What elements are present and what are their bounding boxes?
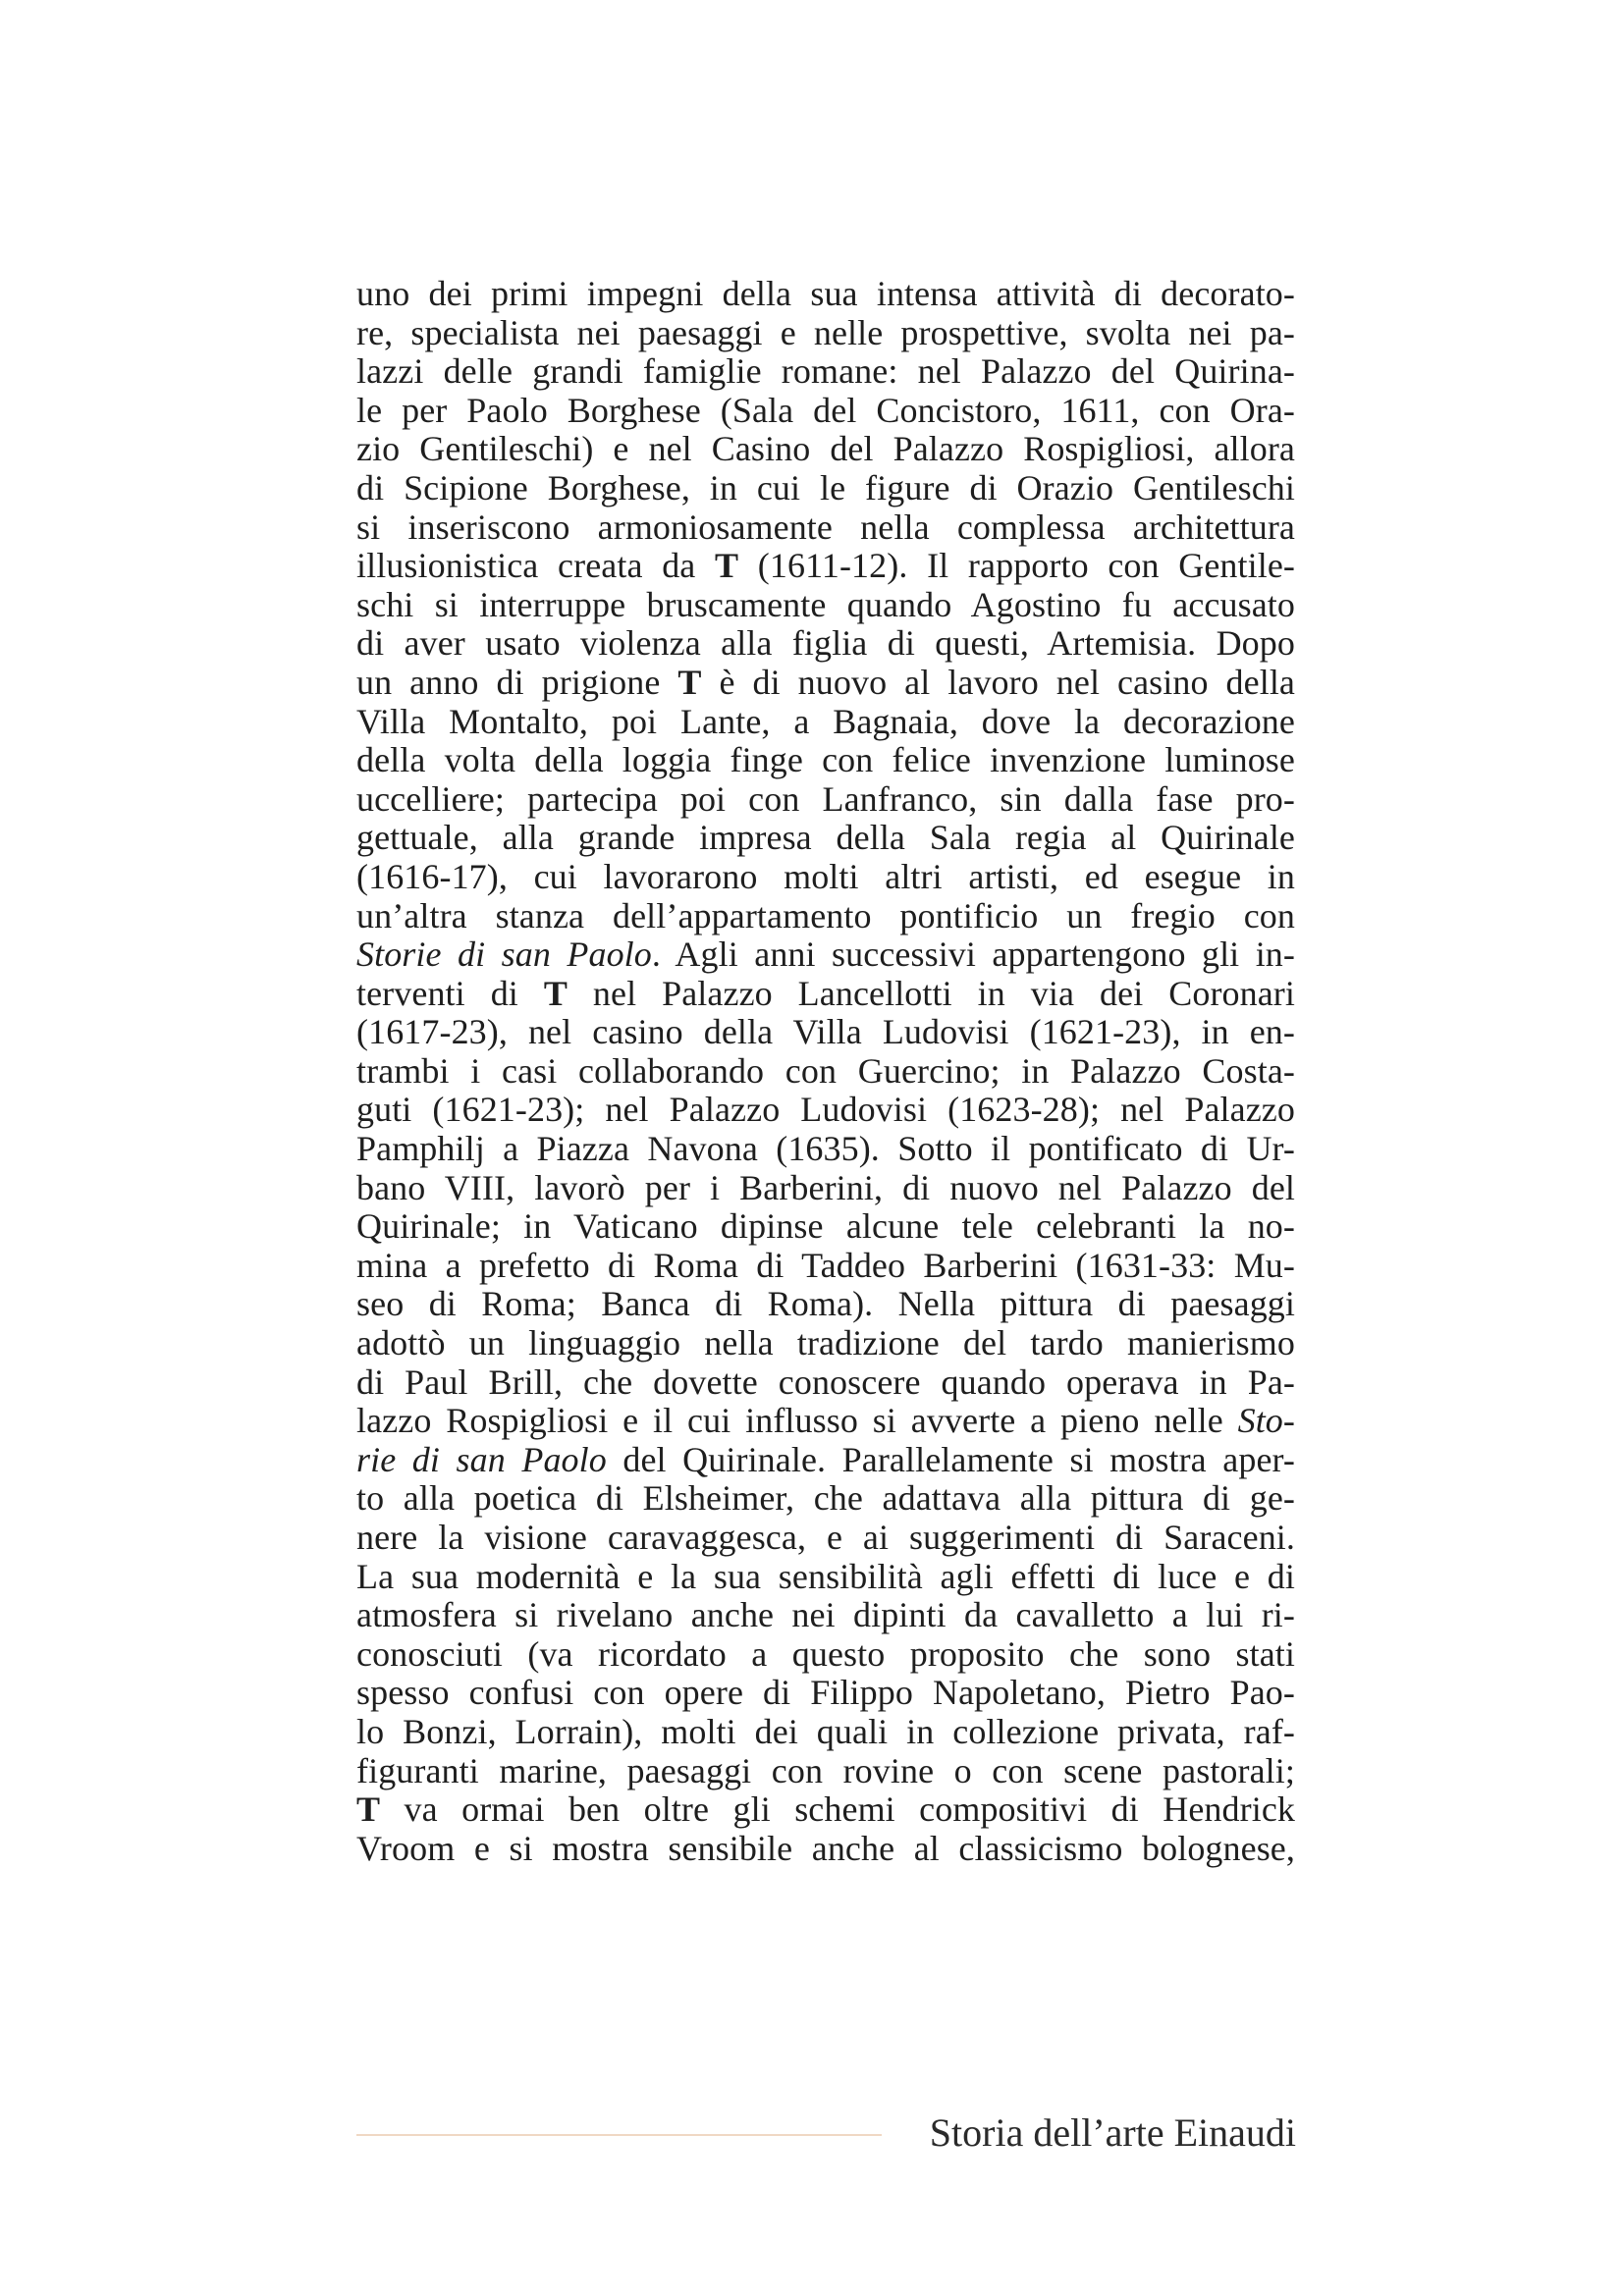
text-segment: to alla poetica di Elsheimer, che adattava alla pittura di ge- — [356, 1478, 1295, 1519]
text-line — [356, 1519, 1295, 1558]
text-line — [356, 1558, 1295, 1597]
text-segment: di Scipione Borghese, in cui le figure di Orazio Gentileschi — [356, 467, 1295, 507]
footer-title: Storia dell’arte Einaudi — [929, 2110, 1296, 2155]
text-segment: seo di Roma; Banca di Roma). Nella pittura di paesaggi — [356, 1284, 1295, 1324]
text-segment: uccelliere; partecipa poi con Lanfranco, sin dalla fase pro- — [356, 778, 1295, 819]
text-line — [356, 1752, 1295, 1791]
text-line — [356, 664, 1295, 703]
text-segment: Vroom e si mostra sensibile anche al classicismo bolognese, — [356, 1828, 1295, 1868]
text-segment: della volta della loggia finge con felice invenzione luminose — [356, 740, 1295, 780]
text-segment: va ormai ben oltre gli schemi compositivi di Hendrick — [380, 1789, 1295, 1830]
text-segment: guti (1621-23); nel Palazzo Ludovisi (1623-28); nel Palazzo — [356, 1090, 1295, 1130]
text-line — [356, 1091, 1295, 1130]
italic-title: rie di san Paolo — [356, 1439, 607, 1479]
text-segment: zio Gentileschi) e nel Casino del Palazzo Rospigliosi, allora — [356, 429, 1295, 469]
text-line — [356, 624, 1295, 664]
text-segment: gettuale, alla grande impresa della Sala regia al Quirinale — [356, 818, 1295, 858]
text-line — [356, 392, 1295, 431]
body-text — [356, 275, 1295, 1868]
text-line — [356, 703, 1295, 742]
text-line — [356, 1674, 1295, 1713]
italic-title: Storie di san Paolo — [356, 934, 652, 975]
text-segment: spesso confusi con opere di Filippo Napoletano, Pietro Pao- — [356, 1673, 1295, 1713]
text-line — [356, 1402, 1295, 1441]
text-line — [356, 1479, 1295, 1519]
text-segment: Pamphilj a Piazza Navona (1635). Sotto il pontificato di Ur- — [356, 1129, 1295, 1169]
text-segment: nel Palazzo Lancellotti in via dei Coronari — [567, 973, 1295, 1013]
italic-title: Sto- — [1237, 1401, 1295, 1441]
text-line — [356, 1130, 1295, 1169]
text-segment: di Paul Brill, che dovette conoscere quando operava in Pa- — [356, 1362, 1295, 1402]
text-segment: bano VIII, lavorò per i Barberini, di nuovo nel Palazzo del — [356, 1167, 1295, 1207]
text-segment: si inseriscono armoniosamente nella complessa architettura — [356, 507, 1295, 547]
text-line — [356, 1013, 1295, 1052]
text-line — [356, 1713, 1295, 1752]
text-line — [356, 741, 1295, 780]
text-line — [356, 1790, 1295, 1830]
text-line — [356, 352, 1295, 392]
text-line — [356, 586, 1295, 625]
text-line — [356, 275, 1295, 314]
text-segment: un anno di prigione — [356, 662, 678, 702]
text-segment: (1616-17), cui lavorarono molti altri artisti, ed esegue in — [356, 856, 1295, 896]
text-segment: Quirinale; in Vaticano dipinse alcune tele celebranti la no- — [356, 1206, 1295, 1247]
text-line — [356, 780, 1295, 820]
bold-initial: T — [356, 1789, 381, 1830]
text-segment: di aver usato violenza alla figlia di questi, Artemisia. Dopo — [356, 623, 1295, 664]
text-segment: (1617-23), nel casino della Villa Ludovisi (1621-23), in en- — [356, 1012, 1295, 1052]
text-line — [356, 1052, 1295, 1092]
text-line — [356, 975, 1295, 1014]
text-segment: La sua modernità e la sua sensibilità agli effetti di luce e di — [356, 1556, 1295, 1596]
text-line — [356, 508, 1295, 548]
text-segment: Villa Montalto, poi Lante, a Bagnaia, dove la decorazione — [356, 701, 1295, 741]
text-segment: atmosfera si rivelano anche nei dipinti da cavalletto a lui ri- — [356, 1595, 1295, 1635]
text-line — [356, 1324, 1295, 1363]
text-segment: lazzo Rospigliosi e il cui influsso si avverte a pieno nelle — [356, 1401, 1238, 1441]
text-segment: nere la visione caravaggesca, e ai suggerimenti di Saraceni. — [356, 1518, 1295, 1557]
text-line — [356, 1830, 1295, 1869]
text-segment: schi si interruppe bruscamente quando Agostino fu accusato — [356, 584, 1295, 624]
text-line — [356, 858, 1295, 897]
text-line — [356, 469, 1295, 508]
text-line — [356, 1169, 1295, 1208]
text-segment: terventi di — [356, 973, 544, 1013]
text-segment: lo Bonzi, Lorrain), molti dei quali in collezione privata, raf- — [356, 1711, 1295, 1751]
text-segment: (1611-12). Il rapporto con Gentile- — [738, 546, 1296, 586]
text-segment: figuranti marine, paesaggi con rovine o con scene pastorali; — [356, 1750, 1295, 1790]
text-line — [356, 1285, 1295, 1324]
text-line — [356, 935, 1295, 975]
text-segment: trambi i casi collaborando con Guercino; in Palazzo Costa- — [356, 1050, 1295, 1091]
text-segment: le per Paolo Borghese (Sala del Concistoro, 1611, con Ora- — [356, 390, 1295, 430]
text-line — [356, 1247, 1295, 1286]
text-line — [356, 314, 1295, 353]
text-segment: mina a prefetto di Roma di Taddeo Barberini (1631-33: Mu- — [356, 1245, 1295, 1285]
text-line — [356, 819, 1295, 858]
footer-rule — [356, 2134, 882, 2136]
text-segment: conosciuti (va ricordato a questo proposito che sono stati — [356, 1633, 1295, 1674]
text-segment: è di nuovo al lavoro nel casino della — [701, 662, 1296, 702]
text-line — [356, 1363, 1295, 1403]
text-segment: del Quirinale. Parallelamente si mostra aper- — [606, 1439, 1295, 1479]
text-segment: re, specialista nei paesaggi e nelle prospettive, svolta nei pa- — [356, 312, 1295, 352]
bold-initial: T — [715, 546, 739, 586]
text-line — [356, 1441, 1295, 1480]
text-line — [356, 1596, 1295, 1635]
text-segment: adottò un linguaggio nella tradizione del tardo manierismo — [356, 1323, 1295, 1363]
text-line — [356, 1207, 1295, 1247]
bold-initial: T — [677, 662, 702, 702]
text-line — [356, 897, 1295, 936]
text-line — [356, 547, 1295, 586]
text-line — [356, 430, 1295, 469]
bold-initial: T — [543, 973, 568, 1013]
text-segment: un’altra stanza dell’appartamento pontificio un fregio con — [356, 895, 1295, 935]
text-segment: lazzi delle grandi famiglie romane: nel Palazzo del Quirina- — [356, 351, 1295, 392]
text-segment: . Agli anni successivi appartengono gli in- — [651, 934, 1295, 975]
text-segment: uno dei primi impegni della sua intensa attività di decorato- — [356, 274, 1295, 313]
text-line — [356, 1635, 1295, 1675]
text-segment: illusionistica creata da — [356, 546, 716, 586]
